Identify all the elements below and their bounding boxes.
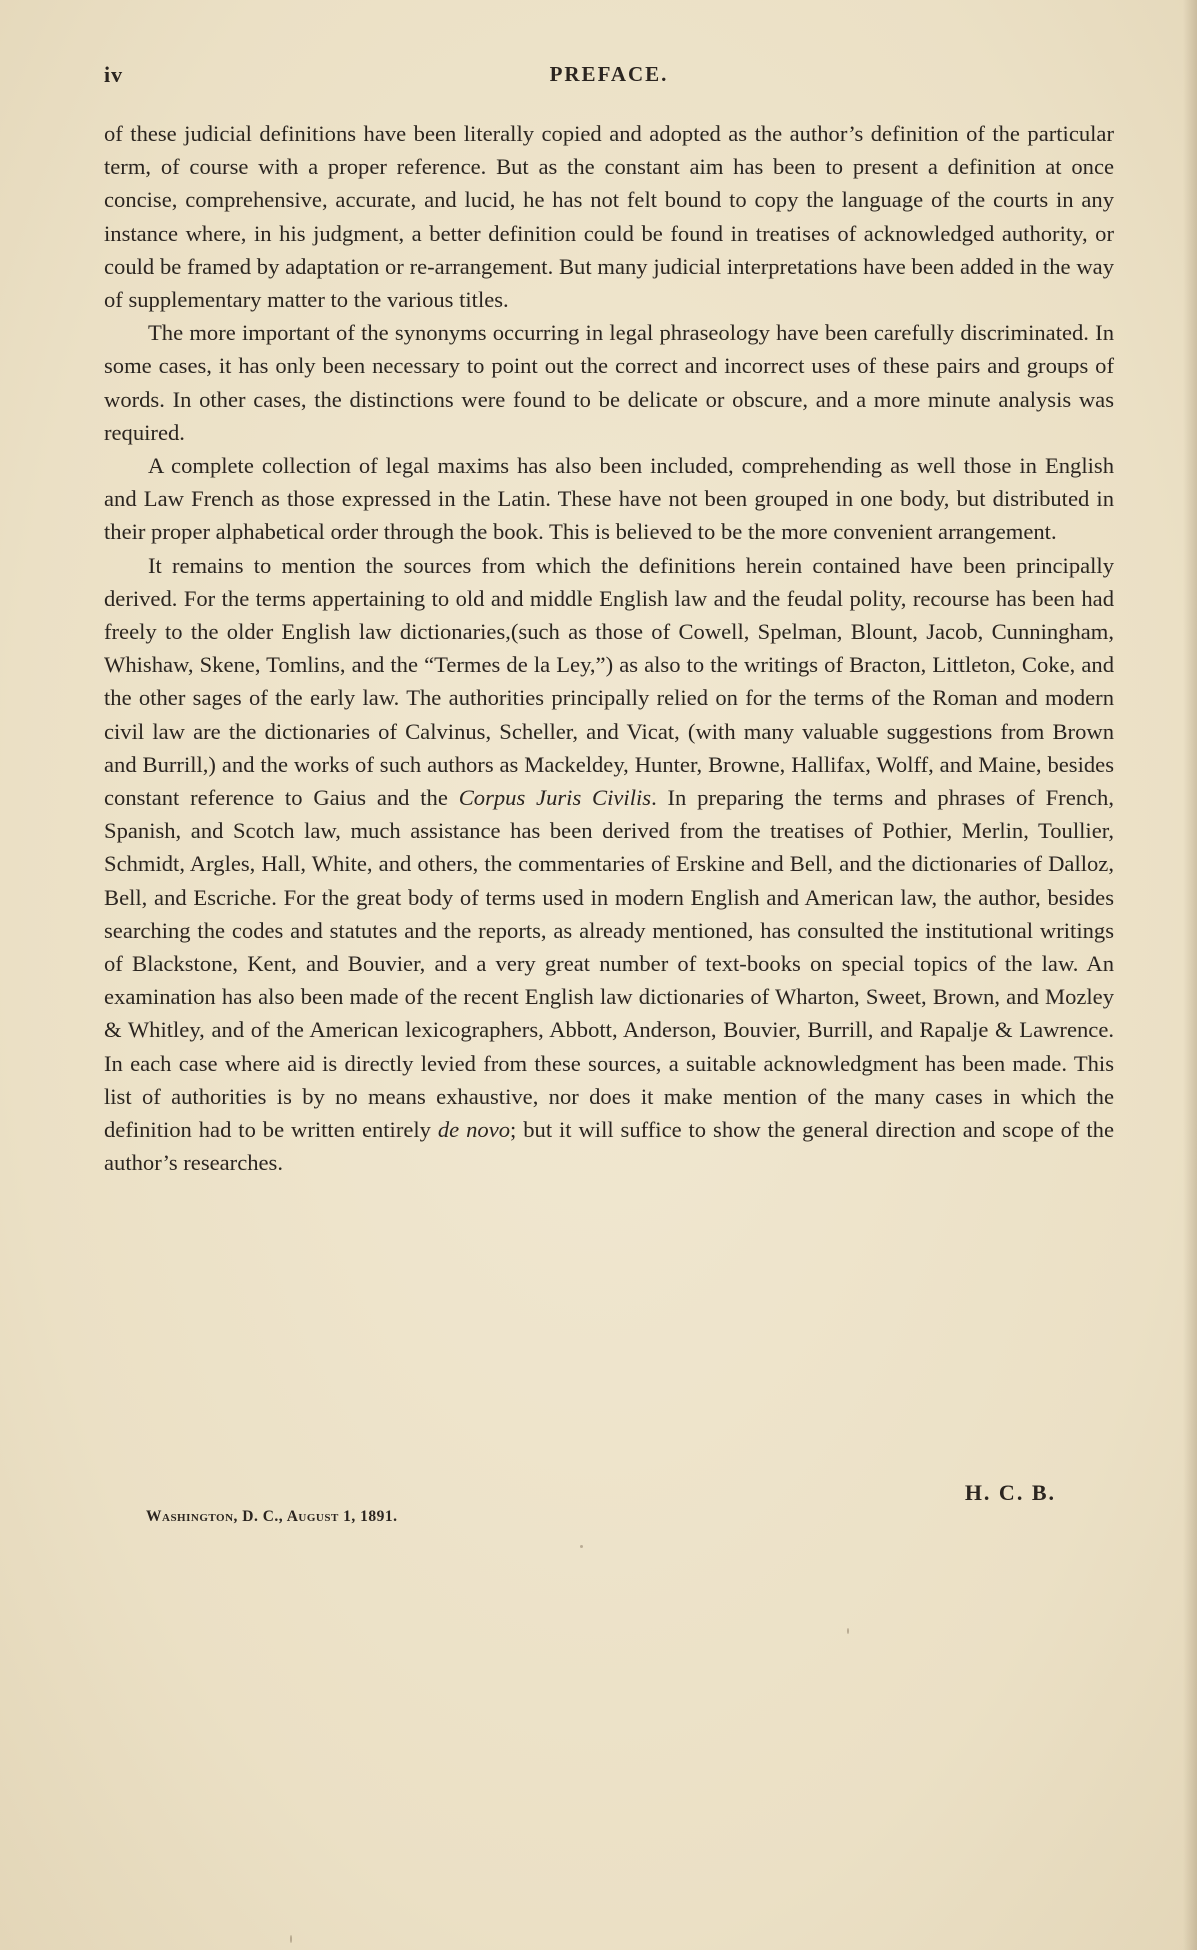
text-segment: The more important of the synonyms occurring in legal phraseology have been carefully discriminated. In some cases, it has only been necessary to point out the correct and incorrect uses of these pairs and groups of words. In other cases, the distinctions were found to be delicate or obscure, and a more minute analysis was required. (104, 320, 1114, 445)
text-segment: It remains to mention the sources from which the definitions herein contained have been principally derived. For the terms appertaining to old and middle English law and the feudal polity, recourse has been had freely to the older English law dictionaries,(such as those of Cowell, Spelman, Blount, Jacob, Cunningham, Whishaw, Skene, Tomlins, and the “Termes de la Ley,”) as also to the writings of Bracton, Littleton, Coke, and the other sages of the early law. The authorities principally relied on for the terms of the Roman and modern civil law are the dictionaries of Calvinus, Scheller, and Vicat, (with many valuable suggestions from Brown and Burrill,) and the works of such authors as Mackeldey, Hunter, Browne, Hallifax, Wolff, and Maine, besides constant reference to Gaius and the (104, 552, 1114, 811)
text-segment: A complete collection of legal maxims has also been included, comprehending as well those in English and Law French as those expressed in the Latin. These have not been grouped in one body, but distributed in their proper alphabetical order through the book. This is believed to be the more convenient arrangement. (104, 453, 1114, 545)
paragraph-2 (104, 316, 1114, 449)
running-head (104, 62, 1114, 92)
paper-speck (580, 1545, 583, 1548)
dateline (146, 1508, 398, 1526)
paper-speck (290, 1935, 292, 1943)
page-number: iv (104, 62, 124, 87)
paragraph-1 (104, 117, 1114, 316)
text-segment: of these judicial definitions have been literally copied and adopted as the author’s definition of the particular term, of course with a proper reference. But as the constant aim has been to present a definition at once concise, comprehensive, accurate, and lucid, he has not felt bound to copy the language of the courts in any instance where, in his judgment, a better definition could be found in treatises of acknowledged authority, or could be framed by adaptation or re-arrangement. But many judicial interpretations have been added in the way of supplementary matter to the various titles. (104, 121, 1114, 313)
paragraph-4 (104, 549, 1114, 1180)
paper-speck (847, 1628, 849, 1634)
preface-body (104, 117, 1114, 1180)
author-initials: H. C. B. (964, 1480, 1056, 1505)
text-segment: ; but it will suffice to show the general direction and scope of the author’s researches. (104, 1117, 1115, 1176)
text-segment: . In preparing the terms and phrases of French, Spanish, and Scotch law, much assistance has been derived from the treatises of Pothier, Merlin, Toullier, Schmidt, Argles, Hall, White, and others, the commentaries of Erskine and Bell, and the dictionaries of Dalloz, Bell, and Escriche. For the great body of terms used in modern English and American law, the author, besides searching the codes and statutes and the reports, as already mentioned, has consulted the institutional writings of Blackstone, Kent, and Bouvier, and a very great number of text-books on special topics of the law. An examination has also been made of the recent English law dictionaries of Wharton, Sweet, Brown, and Mozley & Whitley, and of the American lexicographers, Abbott, Anderson, Bouvier, Burrill, and Rapalje & Lawrence. In each case where aid is directly levied from these sources, a suitable acknowledgment has been made. This list of authorities is by no means exhaustive, nor does it make mention of the many cases in which the definition had to be written entirely (104, 785, 1114, 1143)
running-title: PREFACE. (549, 62, 669, 86)
dateline-text: Washington, D. C., August 1, 1891. (146, 1508, 398, 1525)
italic-phrase-de-novo: de novo (437, 1117, 511, 1143)
italic-title-corpus-juris-civilis: Corpus Juris Civilis (458, 785, 652, 811)
page-edge-shadow (1183, 0, 1197, 1950)
paragraph-3 (104, 449, 1114, 549)
